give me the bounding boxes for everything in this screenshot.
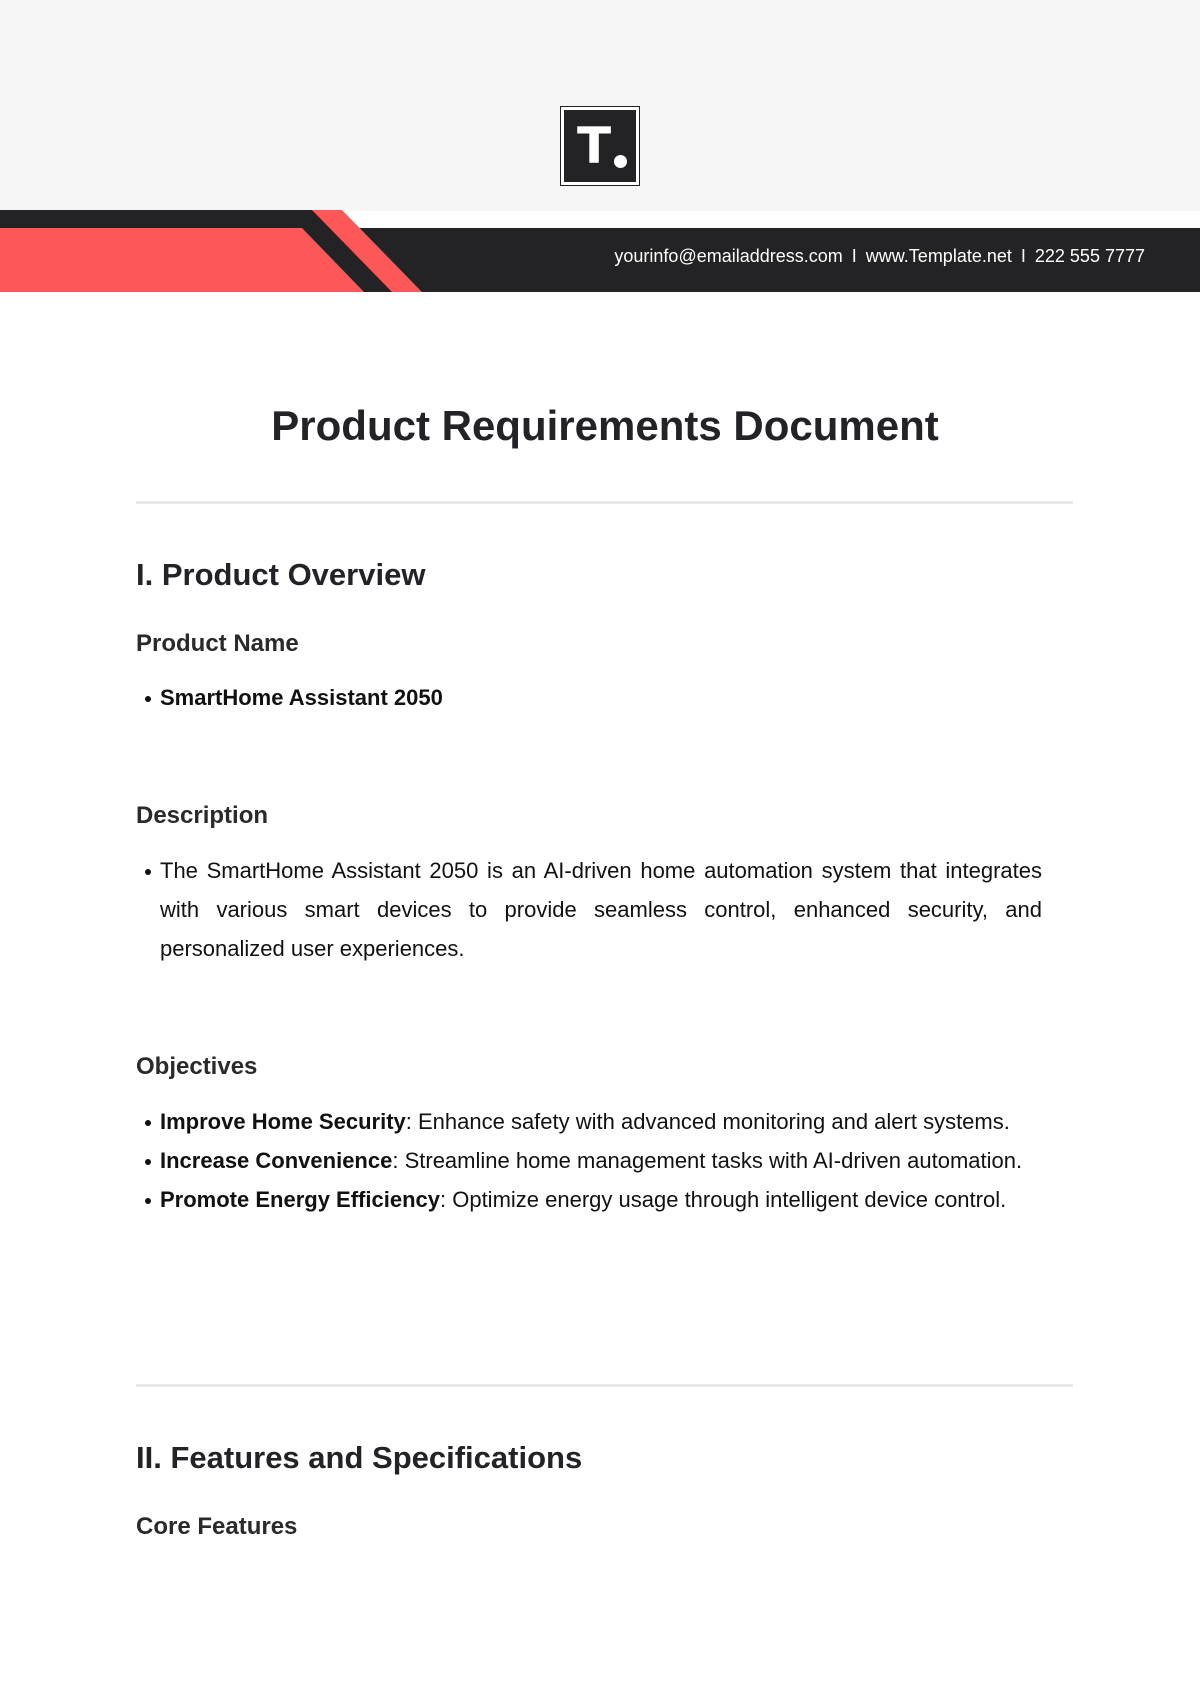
product-name-value: SmartHome Assistant 2050 — [160, 685, 443, 710]
logo-dot — [614, 155, 627, 168]
objective-item — [160, 1180, 1042, 1219]
subheading-product-name: Product Name — [136, 630, 299, 657]
objective-separator: : — [392, 1148, 399, 1173]
contact-info — [614, 241, 1145, 271]
objective-item — [160, 1102, 1042, 1141]
product-name-list — [160, 678, 1042, 717]
objective-text: Optimize energy usage through intelligent device control. — [446, 1187, 1007, 1212]
divider — [136, 501, 1073, 504]
contact-phone: 222 555 7777 — [1034, 246, 1145, 266]
contact-separator: I — [1020, 246, 1026, 266]
logo — [560, 106, 640, 186]
objective-separator: : — [439, 1187, 447, 1212]
objectives-list — [160, 1102, 1042, 1219]
objective-separator: : — [405, 1109, 412, 1134]
objective-item — [160, 1141, 1042, 1180]
objective-term: Improve Home Security — [160, 1109, 406, 1134]
objective-text: Enhance safety with advanced monitoring and alert systems. — [411, 1109, 1010, 1134]
section-heading-overview: I. Product Overview — [136, 557, 426, 592]
subheading-core-features: Core Features — [136, 1513, 298, 1540]
objective-term: Increase Convenience — [160, 1148, 393, 1173]
list-item — [160, 678, 1042, 717]
section-heading-features: II. Features and Specifications — [136, 1440, 583, 1475]
document-title: Product Requirements Document — [271, 402, 939, 449]
logo-mark — [564, 110, 636, 182]
description-list — [160, 851, 1042, 968]
contact-email: yourinfo@emailaddress.com — [614, 246, 843, 266]
subheading-objectives: Objectives — [136, 1053, 258, 1080]
band-accent-left — [0, 228, 364, 292]
objective-text: Streamline home management tasks with AI-driven automation. — [398, 1148, 1023, 1173]
logo-letter: T — [577, 117, 612, 175]
contact-website: www.Template.net — [865, 246, 1012, 266]
description-text: The SmartHome Assistant 2050 is an AI-driven home automation system that integrates with various smart devices to provide seamless control, enhanced security, and personalized user experiences. — [160, 851, 1042, 968]
objective-term: Promote Energy Efficiency — [160, 1187, 440, 1212]
contact-separator: I — [851, 246, 857, 266]
divider — [136, 1384, 1073, 1387]
subheading-description: Description — [136, 802, 269, 829]
